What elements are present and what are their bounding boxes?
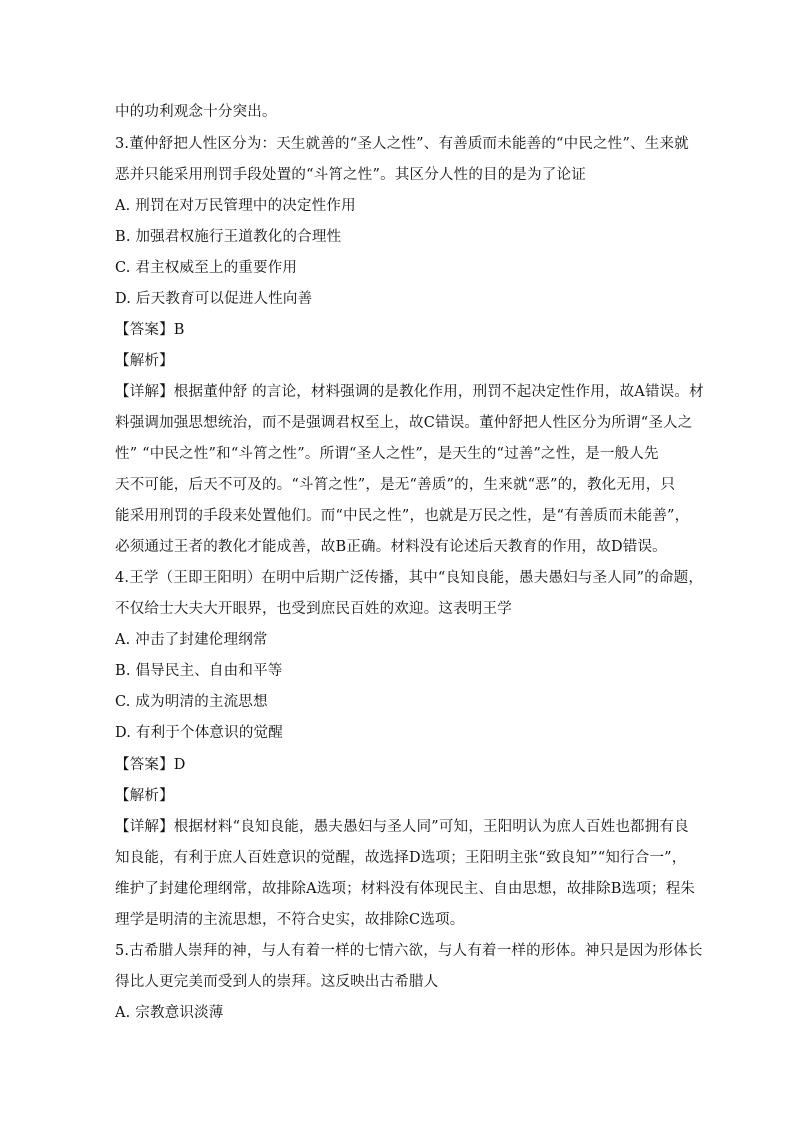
- question-5-stem: 5.古希腊人崇拜的神，与人有着一样的七情六欲，与人有着一样的形体。神只是因为形体长: [115, 943, 703, 959]
- q5-option-a: A. 宗教意识淡薄: [115, 1005, 224, 1021]
- q3-analysis-text: 能采用刑罚的手段来处置他们。而“中民之性”，也就是万民之性，是“有善质而未能善”，: [115, 508, 690, 524]
- q4-option-b: B. 倡导民主、自由和平等: [115, 663, 283, 679]
- q4-option-a: A. 冲击了封建伦理纲常: [115, 632, 268, 648]
- q3-option-a: A. 刑罚在对万民管理中的决定性作用: [115, 198, 356, 214]
- q3-analysis-text: 天不可能，后天不可及的。“斗筲之性”，是无“善质”的，生来就“恶”的，教化无用，只: [115, 477, 676, 493]
- question-3-stem: 3.董仲舒把人性区分为：天生就善的“圣人之性”、有善质而未能善的“中民之性”、生来就: [115, 136, 689, 152]
- q4-option-d: D. 有利于个体意识的觉醒: [115, 725, 283, 741]
- question-5-stem-cont: 得比人更完美而受到人的崇拜。这反映出古希腊人: [115, 974, 439, 990]
- q3-analysis-text: 【详解】根据董仲舒 的言论，材料强调的是教化作用，刑罚不起决定性作用，故A错误。材: [115, 384, 704, 400]
- q3-option-c: C. 君主权威至上的重要作用: [115, 260, 298, 276]
- q3-analysis-text: 料强调加强思想统治，而不是强调君权至上，故C错误。董仲舒把人性区分为所谓“圣人之: [115, 415, 693, 431]
- question-4-stem-cont: 不仅给士大夫大开眼界，也受到庶民百姓的欢迎。这表明王学: [115, 601, 512, 617]
- q4-analysis-text: 【详解】根据材料“良知良能，愚夫愚妇与圣人同”可知，王阳明认为庶人百姓也都拥有良: [115, 819, 689, 835]
- q3-analysis-heading: 【解析】: [115, 353, 174, 369]
- text-line: 中的功利观念十分突出。: [115, 104, 277, 120]
- q4-analysis-text: 知良能，有利于庶人百姓意识的觉醒，故选择D选项；王阳明主张“致良知”“知行合一”，: [115, 850, 687, 866]
- q4-analysis-text: 理学是明清的主流思想，不符合史实，故排除C选项。: [115, 912, 465, 928]
- q4-analysis-heading: 【解析】: [115, 788, 174, 804]
- q4-analysis-text: 维护了封建伦理纲常，故排除A选项；材料没有体现民主、自由思想，故排除B选项；程朱: [115, 881, 696, 897]
- q4-option-c: C. 成为明清的主流思想: [115, 694, 268, 710]
- question-4-stem: 4.王学（王即王阳明）在明中后期广泛传播，其中“良知良能，愚夫愚妇与圣人同”的命题，: [115, 570, 704, 586]
- q3-analysis-text: 必须通过王者的教化才能成善，故B正确。材料没有论述后天教育的作用，故D错误。: [115, 539, 667, 555]
- question-3-stem-cont: 恶并只能采用刑罚手段处置的“斗筲之性”。其区分人性的目的是为了论证: [115, 167, 586, 183]
- q3-option-d: D. 后天教育可以促进人性向善: [115, 291, 313, 307]
- q3-analysis-text: 性” “中民之性”和“斗筲之性”。所谓“圣人之性”，是天生的“过善”之性，是一般人先: [115, 446, 659, 462]
- q3-option-b: B. 加强君权施行王道教化的合理性: [115, 229, 342, 245]
- q4-answer: 【答案】D: [115, 757, 186, 773]
- q3-answer: 【答案】B: [115, 322, 185, 338]
